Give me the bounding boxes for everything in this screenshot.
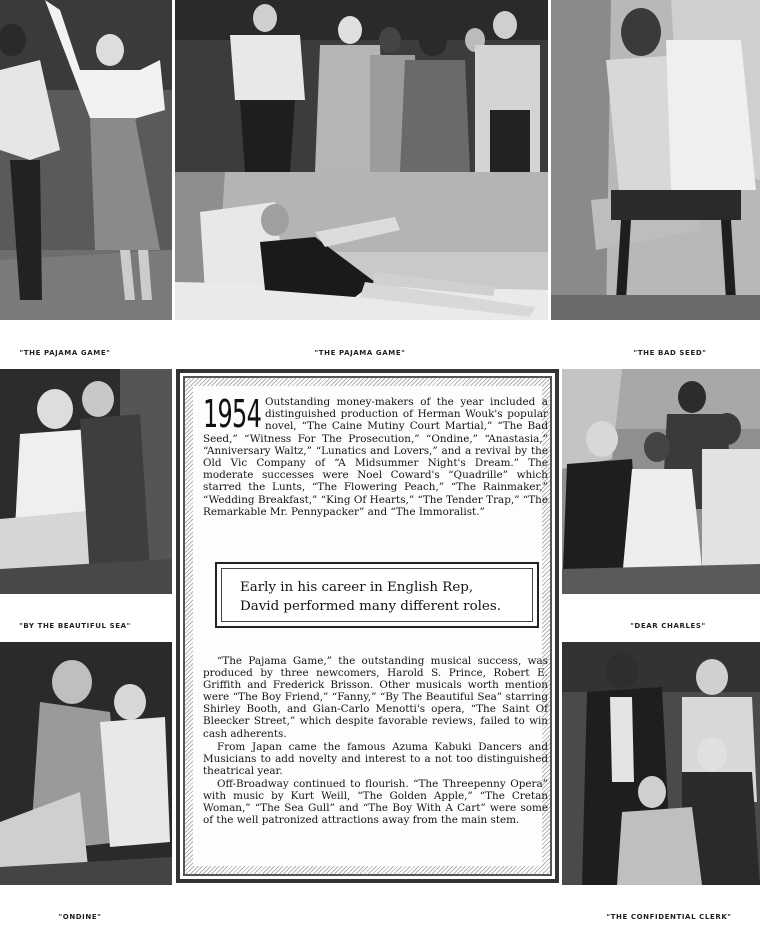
paragraph-musicals: “The Pajama Game,” the outstanding musical success, was produced by three newcomers, Harold S. Prince, Robert E. Griffith and Frederick Brisson. Other musicals worth mention were “The Boy Friend,” “Fanny,” “By The Beautiful Sea” starring Shirley Booth, and Gian-Carlo Menotti's opera, “The Saint Of Bleecker Street,” which despite favorable reviews, failed to win cash adherents. [203, 655, 548, 740]
caption-confidential-clerk: "THE CONFIDENTIAL CLERK" [606, 913, 732, 921]
photo-ondine [0, 642, 172, 885]
photo-dear-charles [562, 369, 760, 594]
caption-ondine: "ONDINE" [58, 913, 102, 921]
photo-by-the-beautiful-sea [0, 369, 172, 594]
caption-pajama-game-center: "THE PAJAMA GAME" [314, 349, 406, 357]
photo-pajama-game-reclining [175, 172, 548, 320]
article-content [193, 386, 548, 866]
photo-pajama-game-group [175, 0, 548, 172]
caption-by-the-beautiful-sea: "BY THE BEAUTIFUL SEA" [19, 622, 131, 630]
year-heading: 1954 [203, 392, 262, 436]
paragraph-kabuki: From Japan came the famous Azuma Kabuki Dancers and Musicians to add novelty and interest to a not too distinguished theatrical year. [203, 740, 548, 777]
caption-pajama-game-left: "THE PAJAMA GAME" [19, 349, 111, 357]
intro-text: Outstanding money-makers of the year included a distinguished production of Herman Wouk's popular novel, “The Caine Mutiny Court Martial,” “The Bad Seed,” “Witness For The Prosecution,” “Ondine,” “Anastasia,” “Anniversary Waltz,” “Lunatics and Lovers,” and a revival by the Old Vic Company of “A Midsummer Night's Dream.” The moderate successes were Noel Coward's “Quadrille” which starred the Lunts, “The Flowering Peach,” “The Rainmaker,” “Wedding Breakfast,” “King Of Hearts,” “The Tender Trap,” “The Remarkable Mr. Pennypacker” and “The Immoralist.” [203, 396, 548, 518]
callout-box [215, 562, 539, 628]
photo-bad-seed [551, 0, 760, 320]
callout-line-2: David performed many different roles. [240, 599, 501, 614]
paragraph-off-broadway: Off-Broadway continued to flourish. “The Threepenny Opera” with music by Kurt Weill, “The Golden Apple,” “The Cretan Woman,” “The Sea Gull” and “The Boy With A Cart” were some of the well patronized attractions away from the main stem. [203, 777, 548, 827]
callout-line-1: Early in his career in English Rep, [240, 580, 474, 595]
article-frame [176, 369, 559, 883]
caption-bad-seed: "THE BAD SEED" [633, 349, 707, 357]
photo-confidential-clerk [562, 642, 760, 885]
caption-dear-charles: "DEAR CHARLES" [630, 622, 706, 630]
article-border [183, 376, 552, 876]
article-body [203, 655, 548, 827]
callout-text [221, 568, 533, 622]
photo-pajama-game-dance [0, 0, 172, 320]
